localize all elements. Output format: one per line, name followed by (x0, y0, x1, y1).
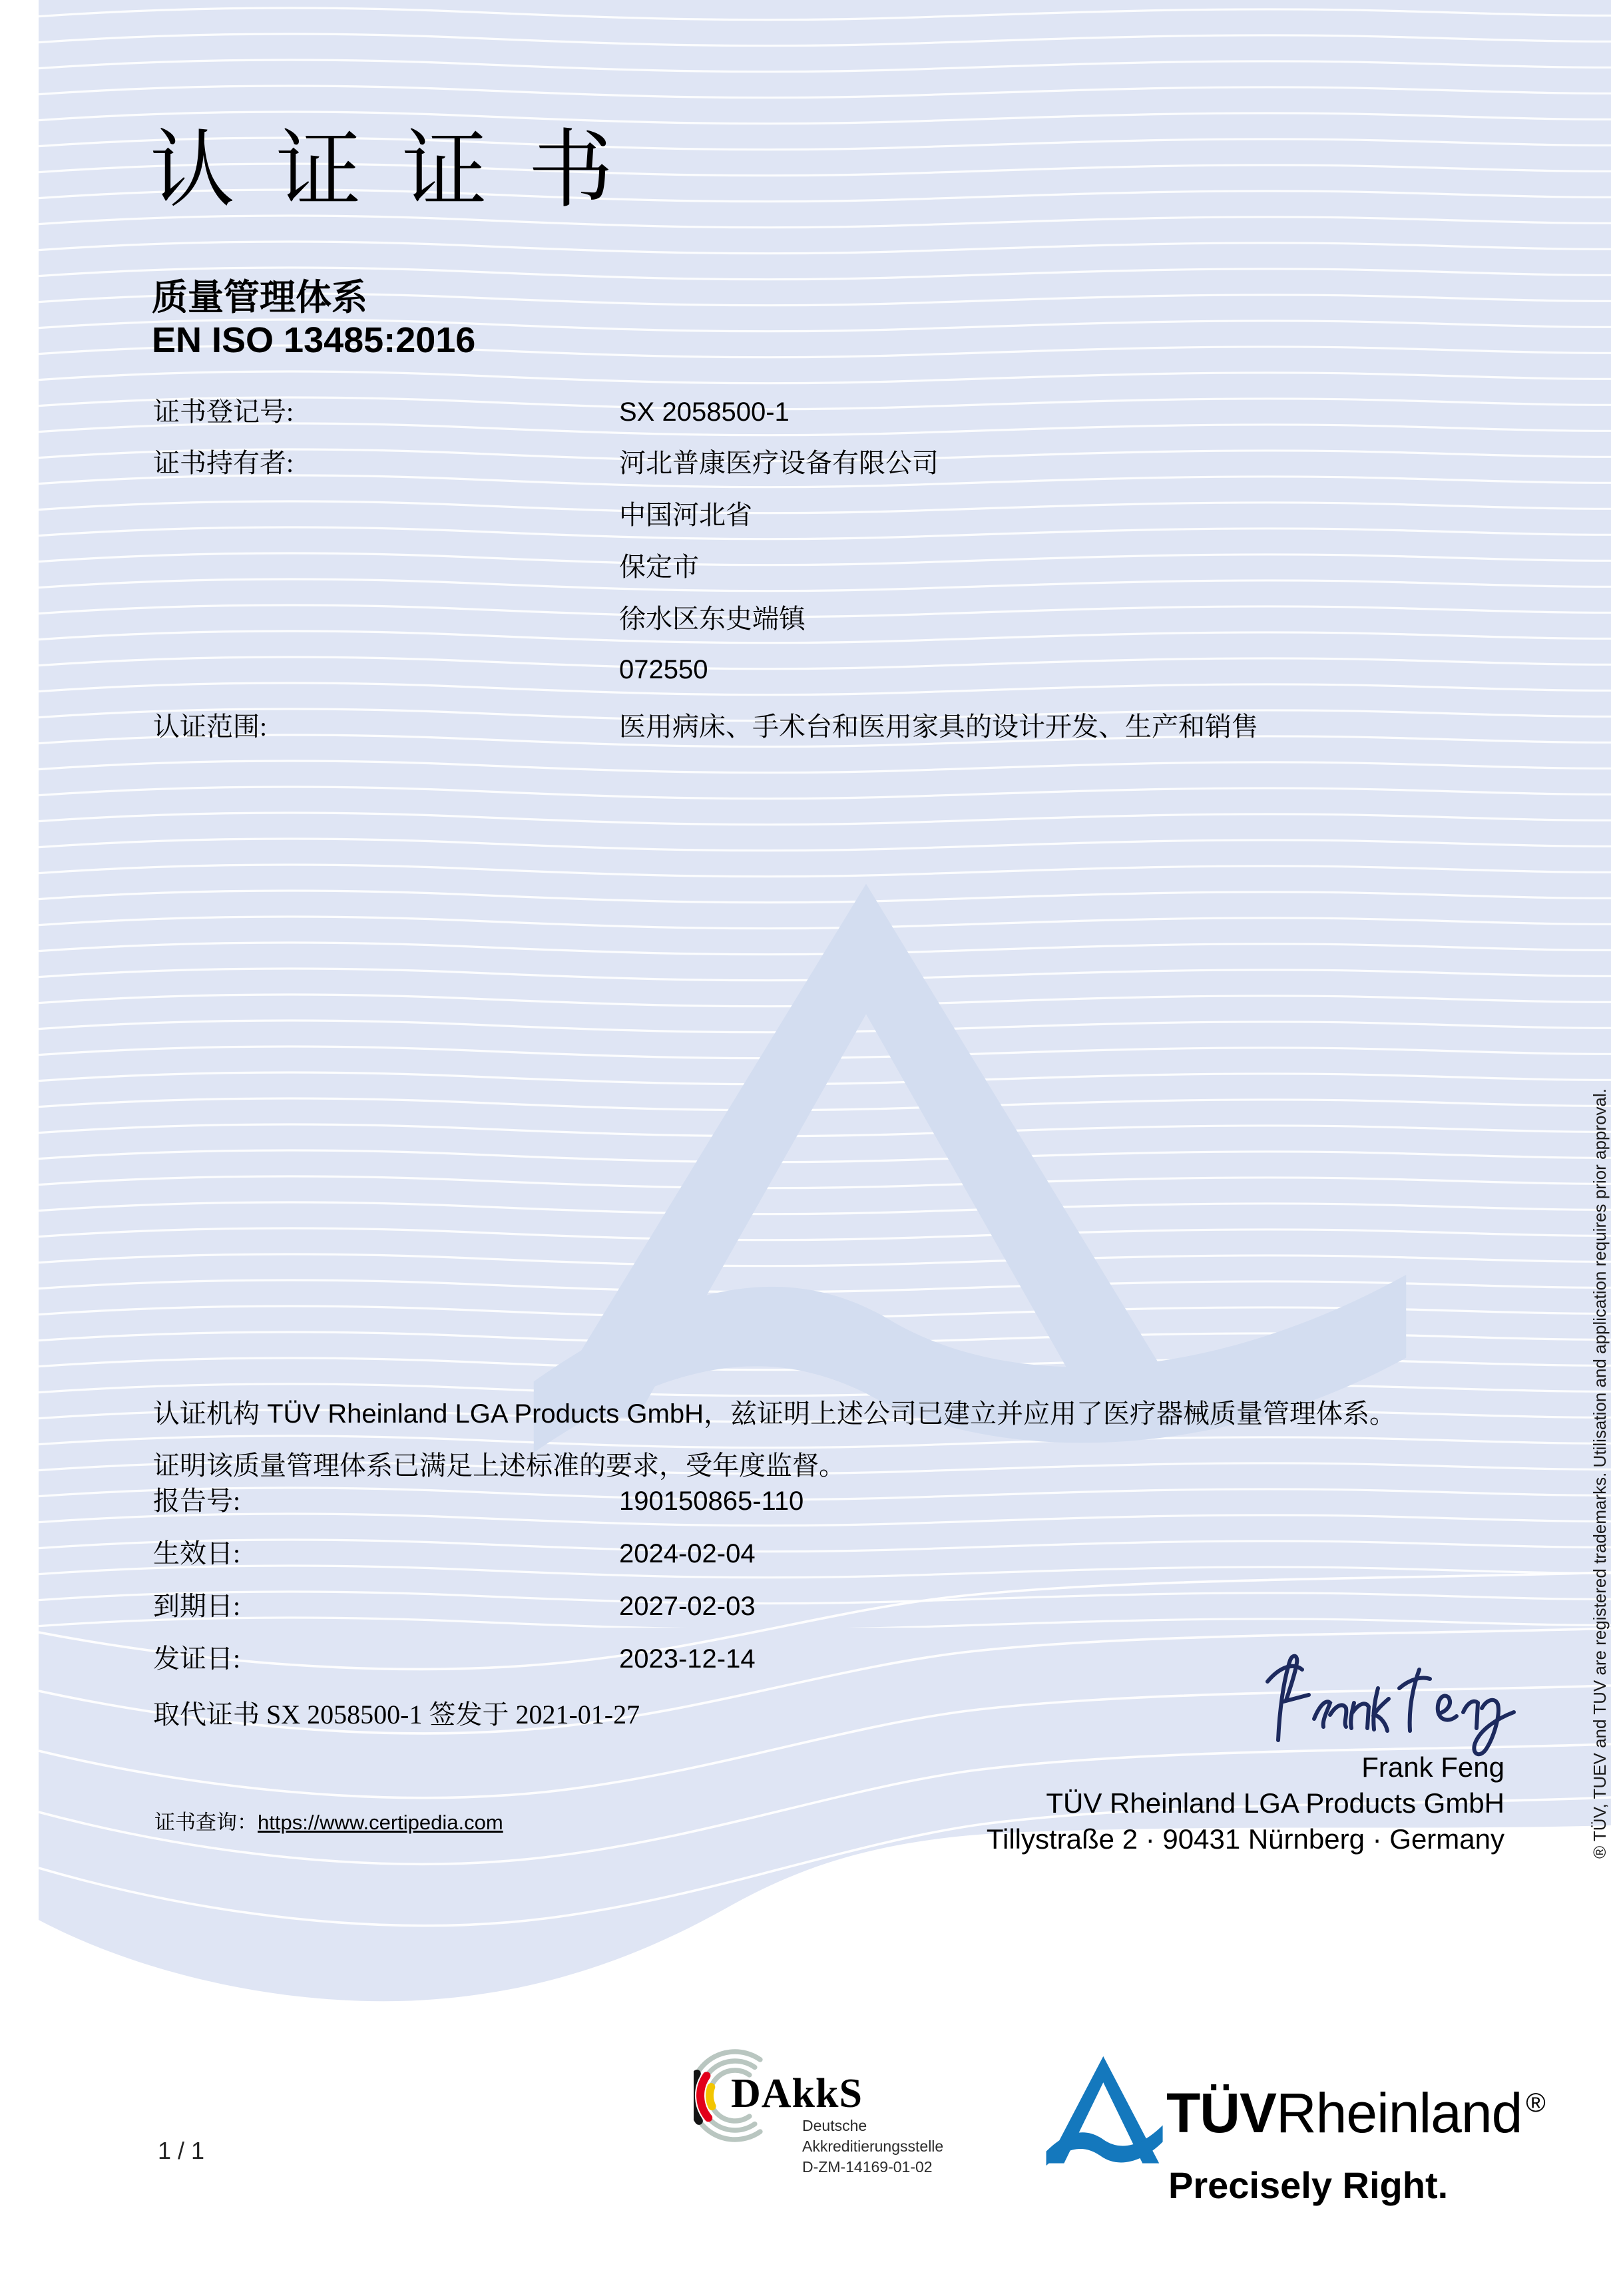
certification-statement-line1: 认证机构 TÜV Rheinland LGA Products GmbH，兹证明上述公司已建立并应用了医疗器械质量管理体系。 (153, 1399, 1396, 1429)
signatory-address: Tillystraße 2 · 90431 Nürnberg · Germany (986, 1823, 1504, 1855)
standard-number: EN ISO 13485:2016 (152, 320, 476, 360)
holder-address-line: 徐水区东史端镇 (619, 604, 806, 634)
expiry-date-value: 2027-02-03 (619, 1592, 756, 1621)
effective-date-label: 生效日: (153, 1538, 241, 1568)
replacement-note: 取代证书 SX 2058500-1 签发于 2021-01-27 (153, 1700, 640, 1729)
signatory-name: Frank Feng (1361, 1751, 1504, 1783)
report-number-value: 190150865-110 (619, 1487, 804, 1516)
holder-label: 证书持有者: (153, 448, 294, 478)
dakks-wordmark: DAkkS (731, 2071, 863, 2116)
tuv-wordmark-regular: Rheinland (1276, 2082, 1522, 2144)
tuv-tagline: Precisely Right. (1168, 2164, 1449, 2206)
page-number: 1 / 1 (158, 2137, 205, 2164)
dakks-subtitle-line1: Deutsche (802, 2117, 867, 2134)
holder-name: 河北普康医疗设备有限公司 (619, 449, 939, 478)
dakks-accreditation-id: D-ZM-14169-01-02 (802, 2158, 933, 2176)
certification-statement-line2: 证明该质量管理体系已满足上述标准的要求，受年度监督。 (153, 1451, 845, 1481)
registered-mark: ® (1526, 2088, 1545, 2118)
lookup-url-link[interactable]: https://www.certipedia.com (258, 1811, 503, 1834)
report-number-label: 报告号: (153, 1486, 241, 1516)
signatory-company: TÜV Rheinland LGA Products GmbH (1046, 1787, 1504, 1819)
issue-date-value: 2023-12-14 (619, 1644, 756, 1674)
holder-address-line: 中国河北省 (619, 501, 752, 530)
tuv-rheinland-wordmark (1166, 2081, 1545, 2146)
holder-address-line: 保定市 (619, 553, 699, 582)
effective-date-value: 2024-02-04 (619, 1539, 756, 1568)
issue-date-label: 发证日: (153, 1644, 241, 1674)
holder-postcode: 072550 (619, 655, 708, 684)
scope-value: 医用病床、手术台和医用家具的设计开发、生产和销售 (619, 712, 1258, 742)
tuv-rheinland-triangle-icon (1044, 2042, 1177, 2185)
certificate-title: 认证证书 (150, 123, 654, 218)
lookup-label: 证书查询： (154, 1811, 258, 1834)
trademark-note: ® TÜV, TUEV and TUV are registered trademarks. Utilisation and application requires prior approval. (1590, 1088, 1610, 1859)
lookup-line (154, 1805, 503, 1835)
dakks-subtitle (802, 2116, 943, 2177)
scope-label: 认证范围: (153, 712, 268, 742)
tuv-wordmark-bold: TÜV (1166, 2082, 1276, 2144)
registration-number-value: SX 2058500-1 (619, 397, 790, 427)
signatory-block (987, 1749, 1504, 1857)
standard-subtitle-cn: 质量管理体系 (152, 278, 367, 318)
signature (1256, 1650, 1522, 1763)
expiry-date-label: 到期日: (153, 1591, 241, 1621)
dakks-subtitle-line2: Akkreditierungsstelle (802, 2137, 944, 2155)
registration-number-label: 证书登记号: (153, 397, 294, 427)
